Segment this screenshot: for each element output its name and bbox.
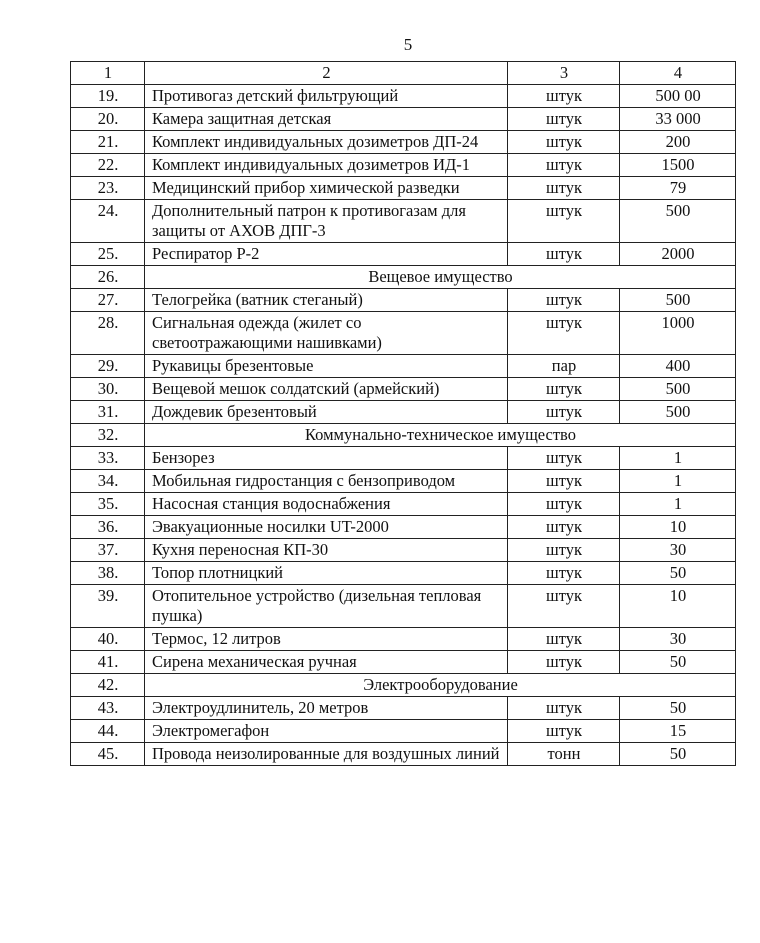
row-number: 26. xyxy=(71,266,145,289)
item-quantity: 10 xyxy=(620,585,736,628)
item-quantity: 1 xyxy=(620,447,736,470)
item-quantity: 200 xyxy=(620,131,736,154)
row-number: 40. xyxy=(71,628,145,651)
table-row xyxy=(71,697,736,720)
header-col-2: 2 xyxy=(145,62,508,85)
item-unit: штук xyxy=(508,447,620,470)
row-number: 35. xyxy=(71,493,145,516)
item-unit: штук xyxy=(508,539,620,562)
item-unit: штук xyxy=(508,697,620,720)
item-unit: штук xyxy=(508,289,620,312)
item-unit: штук xyxy=(508,470,620,493)
item-name: Рукавицы брезентовые xyxy=(145,355,508,378)
item-name: Сигнальная одежда (жилет со светоотражающими нашивками) xyxy=(145,312,508,355)
table-row xyxy=(71,108,736,131)
item-quantity: 1 xyxy=(620,493,736,516)
item-quantity: 15 xyxy=(620,720,736,743)
table-row xyxy=(71,562,736,585)
item-name: Комплект индивидуальных дозиметров ИД-1 xyxy=(145,154,508,177)
table-row xyxy=(71,585,736,628)
item-quantity: 50 xyxy=(620,651,736,674)
equipment-table xyxy=(70,61,736,766)
table-row xyxy=(71,493,736,516)
item-unit: штук xyxy=(508,628,620,651)
section-row xyxy=(71,674,736,697)
item-quantity: 33 000 xyxy=(620,108,736,131)
table-row xyxy=(71,401,736,424)
item-name: Вещевой мешок солдатский (армейский) xyxy=(145,378,508,401)
row-number: 24. xyxy=(71,200,145,243)
row-number: 31. xyxy=(71,401,145,424)
table-row xyxy=(71,628,736,651)
item-name: Комплект индивидуальных дозиметров ДП-24 xyxy=(145,131,508,154)
section-row xyxy=(71,266,736,289)
row-number: 27. xyxy=(71,289,145,312)
item-quantity: 50 xyxy=(620,743,736,766)
item-quantity: 2000 xyxy=(620,243,736,266)
item-unit: пар xyxy=(508,355,620,378)
table-row xyxy=(71,743,736,766)
section-title: Вещевое имущество xyxy=(145,266,736,289)
item-unit: тонн xyxy=(508,743,620,766)
item-unit: штук xyxy=(508,651,620,674)
table-row xyxy=(71,312,736,355)
item-name: Камера защитная детская xyxy=(145,108,508,131)
item-name: Респиратор Р-2 xyxy=(145,243,508,266)
item-unit: штук xyxy=(508,516,620,539)
section-row xyxy=(71,424,736,447)
page-number: 5 xyxy=(403,35,413,54)
row-number: 43. xyxy=(71,697,145,720)
row-number: 29. xyxy=(71,355,145,378)
item-unit: штук xyxy=(508,312,620,355)
table-row xyxy=(71,289,736,312)
item-unit: штук xyxy=(508,720,620,743)
row-number: 19. xyxy=(71,85,145,108)
header-col-4: 4 xyxy=(620,62,736,85)
item-unit: штук xyxy=(508,562,620,585)
row-number: 41. xyxy=(71,651,145,674)
table-row xyxy=(71,447,736,470)
item-quantity: 50 xyxy=(620,697,736,720)
item-unit: штук xyxy=(508,378,620,401)
row-number: 28. xyxy=(71,312,145,355)
table-row xyxy=(71,539,736,562)
table-row xyxy=(71,355,736,378)
row-number: 34. xyxy=(71,470,145,493)
row-number: 32. xyxy=(71,424,145,447)
table-row xyxy=(71,85,736,108)
item-name: Дополнительный патрон к противогазам для защиты от АХОВ ДПГ-3 xyxy=(145,200,508,243)
header-col-1: 1 xyxy=(71,62,145,85)
row-number: 38. xyxy=(71,562,145,585)
item-quantity: 1 xyxy=(620,470,736,493)
item-name: Мобильная гидростанция с бензоприводом xyxy=(145,470,508,493)
item-quantity: 1500 xyxy=(620,154,736,177)
item-name: Сирена механическая ручная xyxy=(145,651,508,674)
item-name: Эвакуационные носилки UT-2000 xyxy=(145,516,508,539)
item-name: Термос, 12 литров xyxy=(145,628,508,651)
item-quantity: 79 xyxy=(620,177,736,200)
item-name: Телогрейка (ватник стеганый) xyxy=(145,289,508,312)
table-row xyxy=(71,243,736,266)
item-name: Дождевик брезентовый xyxy=(145,401,508,424)
item-quantity: 50 xyxy=(620,562,736,585)
item-name: Бензорез xyxy=(145,447,508,470)
item-unit: штук xyxy=(508,131,620,154)
row-number: 30. xyxy=(71,378,145,401)
item-quantity: 30 xyxy=(620,628,736,651)
item-name: Электромегафон xyxy=(145,720,508,743)
item-name: Кухня переносная КП-30 xyxy=(145,539,508,562)
header-col-3: 3 xyxy=(508,62,620,85)
item-quantity: 30 xyxy=(620,539,736,562)
row-number: 42. xyxy=(71,674,145,697)
item-name: Насосная станция водоснабжения xyxy=(145,493,508,516)
row-number: 45. xyxy=(71,743,145,766)
table-row xyxy=(71,651,736,674)
item-quantity: 500 xyxy=(620,200,736,243)
table-row xyxy=(71,516,736,539)
row-number: 23. xyxy=(71,177,145,200)
section-title: Электрооборудование xyxy=(145,674,736,697)
item-quantity: 500 xyxy=(620,378,736,401)
item-quantity: 500 00 xyxy=(620,85,736,108)
item-unit: штук xyxy=(508,108,620,131)
row-number: 39. xyxy=(71,585,145,628)
item-unit: штук xyxy=(508,401,620,424)
item-unit: штук xyxy=(508,243,620,266)
table-row xyxy=(71,200,736,243)
row-number: 44. xyxy=(71,720,145,743)
item-quantity: 500 xyxy=(620,401,736,424)
item-unit: штук xyxy=(508,585,620,628)
table-row xyxy=(71,154,736,177)
row-number: 36. xyxy=(71,516,145,539)
item-name: Противогаз детский фильтрующий xyxy=(145,85,508,108)
item-unit: штук xyxy=(508,85,620,108)
item-unit: штук xyxy=(508,200,620,243)
item-unit: штук xyxy=(508,493,620,516)
item-quantity: 400 xyxy=(620,355,736,378)
item-quantity: 1000 xyxy=(620,312,736,355)
row-number: 37. xyxy=(71,539,145,562)
table-row xyxy=(71,131,736,154)
section-title: Коммунально-техническое имущество xyxy=(145,424,736,447)
table-row xyxy=(71,378,736,401)
item-name: Электроудлинитель, 20 метров xyxy=(145,697,508,720)
item-unit: штук xyxy=(508,177,620,200)
table-row xyxy=(71,470,736,493)
item-name: Провода неизолированные для воздушных линий xyxy=(145,743,508,766)
item-unit: штук xyxy=(508,154,620,177)
item-quantity: 500 xyxy=(620,289,736,312)
row-number: 33. xyxy=(71,447,145,470)
item-name: Отопительное устройство (дизельная тепловая пушка) xyxy=(145,585,508,628)
table-header-row xyxy=(71,62,736,85)
item-name: Топор плотницкий xyxy=(145,562,508,585)
table-row xyxy=(71,177,736,200)
row-number: 22. xyxy=(71,154,145,177)
row-number: 25. xyxy=(71,243,145,266)
table-row xyxy=(71,720,736,743)
row-number: 21. xyxy=(71,131,145,154)
item-name: Медицинский прибор химической разведки xyxy=(145,177,508,200)
item-quantity: 10 xyxy=(620,516,736,539)
row-number: 20. xyxy=(71,108,145,131)
